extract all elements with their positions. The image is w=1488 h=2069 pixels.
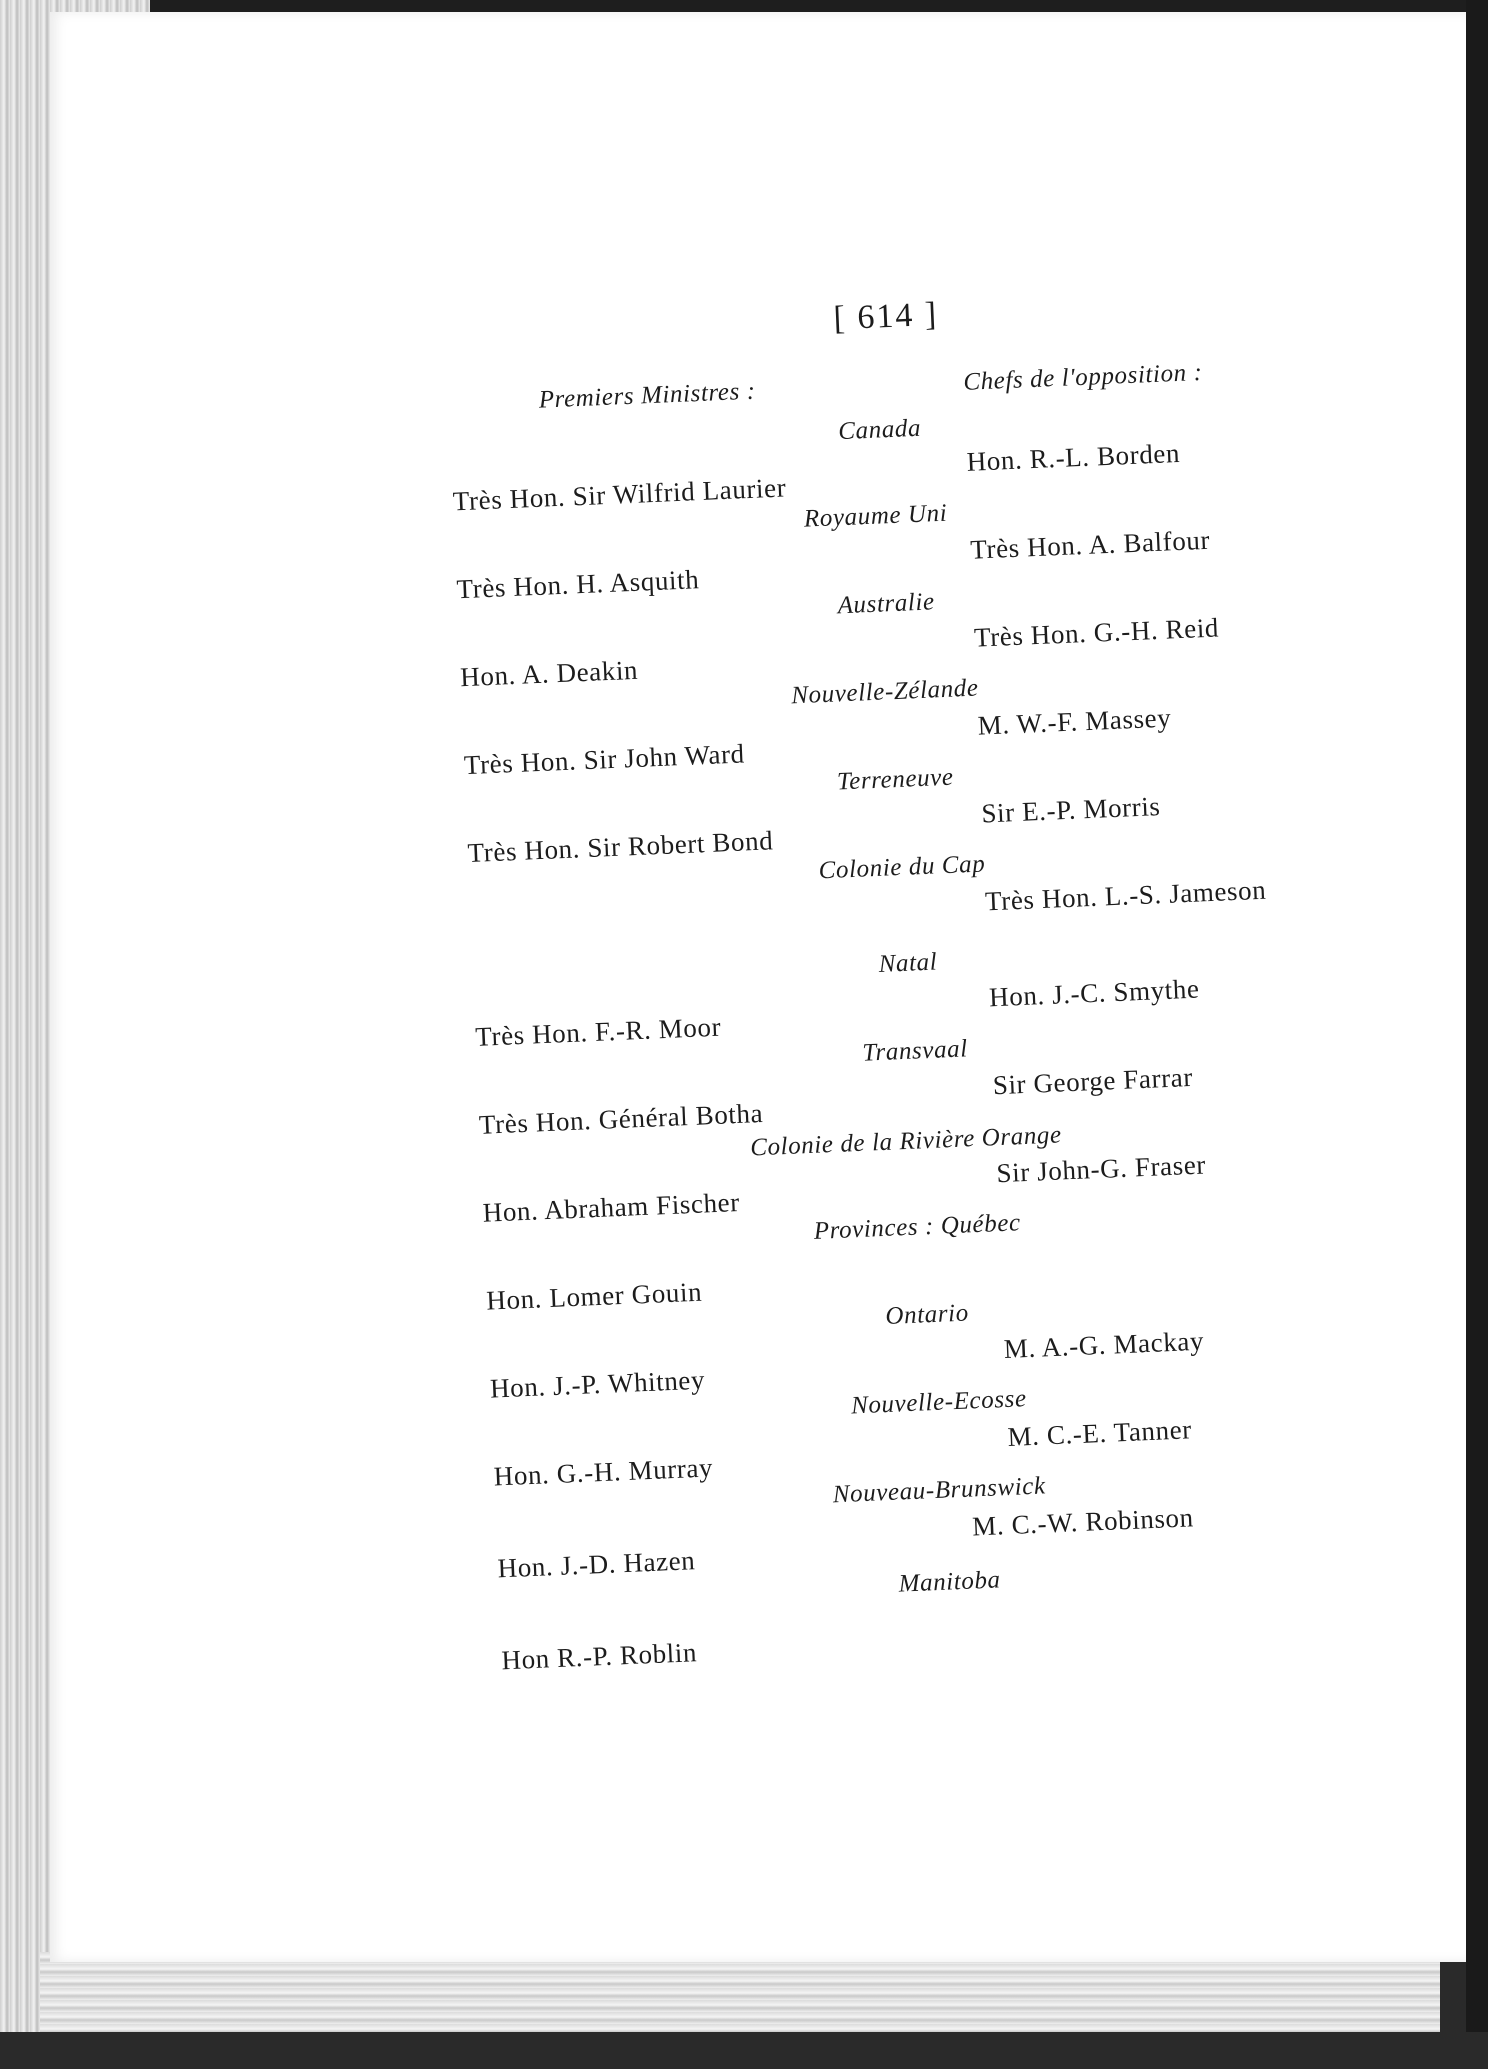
premier-name: Très Hon. Général Botha — [478, 1097, 764, 1140]
region-label: Ontario — [884, 1299, 970, 1330]
region-label: Provinces : Québec — [813, 1209, 1022, 1245]
region-label: Canada — [837, 414, 922, 446]
opposition-name: Sir John-G. Fraser — [995, 1149, 1207, 1189]
heading-premiers-ministres: Premiers Ministres : — [538, 377, 757, 414]
region-label: Colonie du Cap — [818, 850, 986, 885]
opposition-name: Très Hon. G.-H. Reid — [973, 612, 1220, 653]
premier-name: Hon. G.-H. Murray — [493, 1452, 714, 1492]
premier-name: Très Hon. H. Asquith — [455, 564, 700, 605]
heading-chefs-opposition: Chefs de l'opposition : — [962, 358, 1204, 396]
region-label: Royaume Uni — [803, 499, 948, 533]
opposition-name: Hon. R.-L. Borden — [966, 437, 1181, 477]
region-label: Manitoba — [898, 1566, 1002, 1598]
page-number: [ 614 ] — [832, 295, 939, 338]
opposition-name: Sir George Farrar — [992, 1061, 1194, 1101]
opposition-name: Hon. J.-C. Smythe — [988, 973, 1201, 1013]
region-label: Nouveau-Brunswick — [832, 1472, 1047, 1509]
region-label: Terreneuve — [836, 763, 955, 796]
premier-name: Hon. Lomer Gouin — [485, 1276, 703, 1316]
premier-name: Hon. A. Deakin — [459, 654, 639, 693]
premier-name: Très Hon. F.-R. Moor — [474, 1011, 722, 1052]
opposition-name: M. W.-F. Massey — [977, 702, 1172, 741]
region-label: Nouvelle-Ecosse — [850, 1385, 1028, 1420]
premier-name: Très Hon. Sir Wilfrid Laurier — [452, 472, 787, 517]
premier-name: Hon. J.-D. Hazen — [497, 1545, 696, 1584]
opposition-name: M. C.-E. Tanner — [1006, 1414, 1193, 1452]
premier-name: Hon. Abraham Fischer — [482, 1186, 741, 1228]
region-label: Transvaal — [861, 1035, 969, 1067]
opposition-name: M. C.-W. Robinson — [971, 1502, 1195, 1542]
opposition-name: M. A.-G. Mackay — [1003, 1325, 1205, 1365]
premier-name: Hon R.-P. Roblin — [500, 1637, 698, 1676]
opposition-name: Sir E.-P. Morris — [980, 791, 1162, 829]
premier-name: Hon. J.-P. Whitney — [489, 1364, 706, 1404]
region-label: Australie — [837, 588, 936, 620]
region-label: Nouvelle-Zélande — [790, 674, 980, 710]
opposition-name: Très Hon. L.-S. Jameson — [984, 874, 1267, 917]
premier-name: Très Hon. Sir Robert Bond — [467, 825, 774, 869]
region-label: Natal — [878, 948, 938, 978]
opposition-name: Très Hon. A. Balfour — [969, 524, 1211, 565]
region-label: Colonie de la Rivière Orange — [749, 1121, 1063, 1162]
premier-name: Très Hon. Sir John Ward — [463, 738, 746, 781]
